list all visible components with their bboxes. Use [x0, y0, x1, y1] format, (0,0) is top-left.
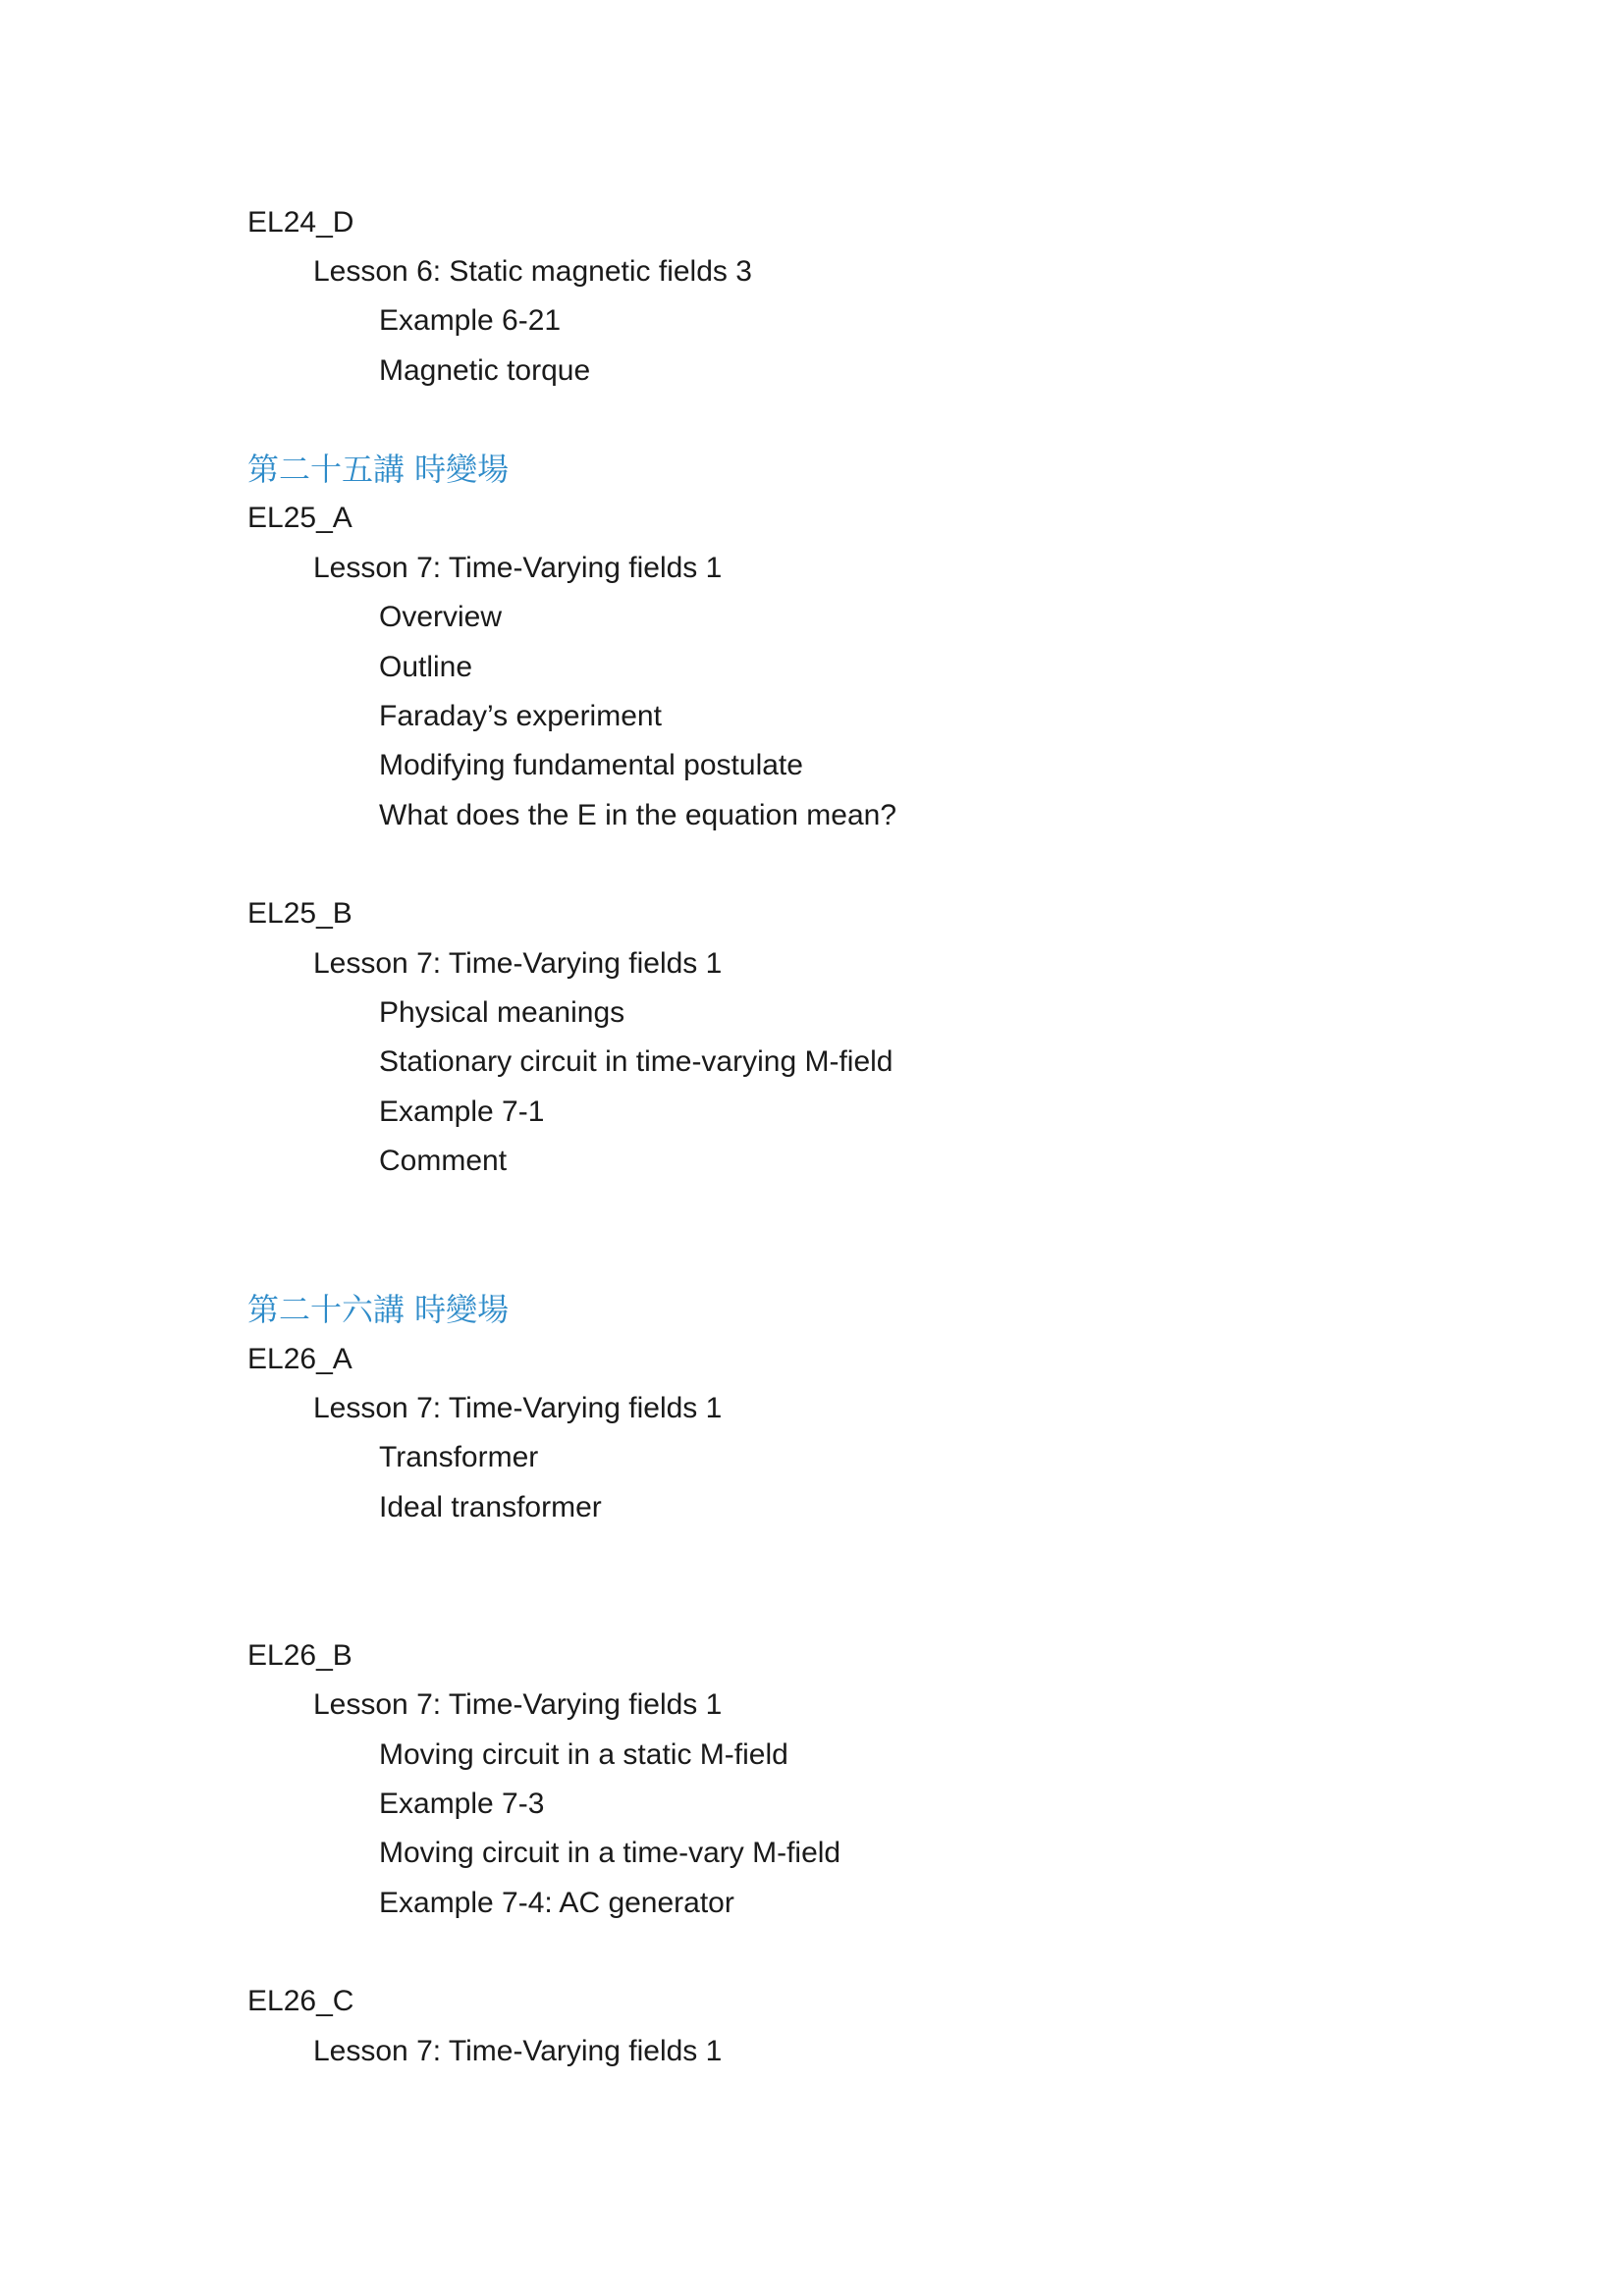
topic-item: Moving circuit in a time-vary M-field [379, 1837, 841, 1869]
topic-item: Example 7-4: AC generator [379, 1887, 734, 1919]
section-code: EL26_C [247, 1985, 354, 2017]
section-code: EL26_B [247, 1639, 352, 1672]
lecture-heading: 第二十六講 時變場 [247, 1291, 510, 1328]
lesson-title: Lesson 7: Time-Varying fields 1 [313, 1392, 723, 1424]
section-code: EL24_D [247, 206, 354, 239]
topic-item: Outline [379, 651, 473, 683]
lesson-title: Lesson 7: Time-Varying fields 1 [313, 1688, 723, 1721]
topic-item: Comment [379, 1145, 508, 1177]
topic-item: Ideal transformer [379, 1491, 602, 1523]
topic-item: Physical meanings [379, 996, 625, 1029]
topic-item: Overview [379, 601, 503, 633]
topic-item: Moving circuit in a static M-field [379, 1738, 788, 1771]
topic-item: What does the E in the equation mean? [379, 799, 897, 831]
lesson-title: Lesson 7: Time-Varying fields 1 [313, 2035, 723, 2067]
topic-item: Modifying fundamental postulate [379, 749, 803, 781]
section-code: EL25_A [247, 502, 352, 534]
topic-item: Example 7-1 [379, 1095, 545, 1128]
topic-item: Stationary circuit in time-varying M-field [379, 1045, 893, 1078]
lecture-heading: 第二十五講 時變場 [247, 451, 510, 488]
section-code: EL26_A [247, 1343, 352, 1375]
lesson-title: Lesson 6: Static magnetic fields 3 [313, 255, 752, 288]
lesson-title: Lesson 7: Time-Varying fields 1 [313, 947, 723, 980]
topic-item: Transformer [379, 1441, 539, 1473]
lesson-title: Lesson 7: Time-Varying fields 1 [313, 552, 723, 584]
topic-item: Faraday’s experiment [379, 700, 662, 732]
topic-item: Magnetic torque [379, 354, 591, 387]
section-code: EL25_B [247, 897, 352, 930]
topic-item: Example 7-3 [379, 1788, 545, 1820]
topic-item: Example 6-21 [379, 304, 562, 337]
